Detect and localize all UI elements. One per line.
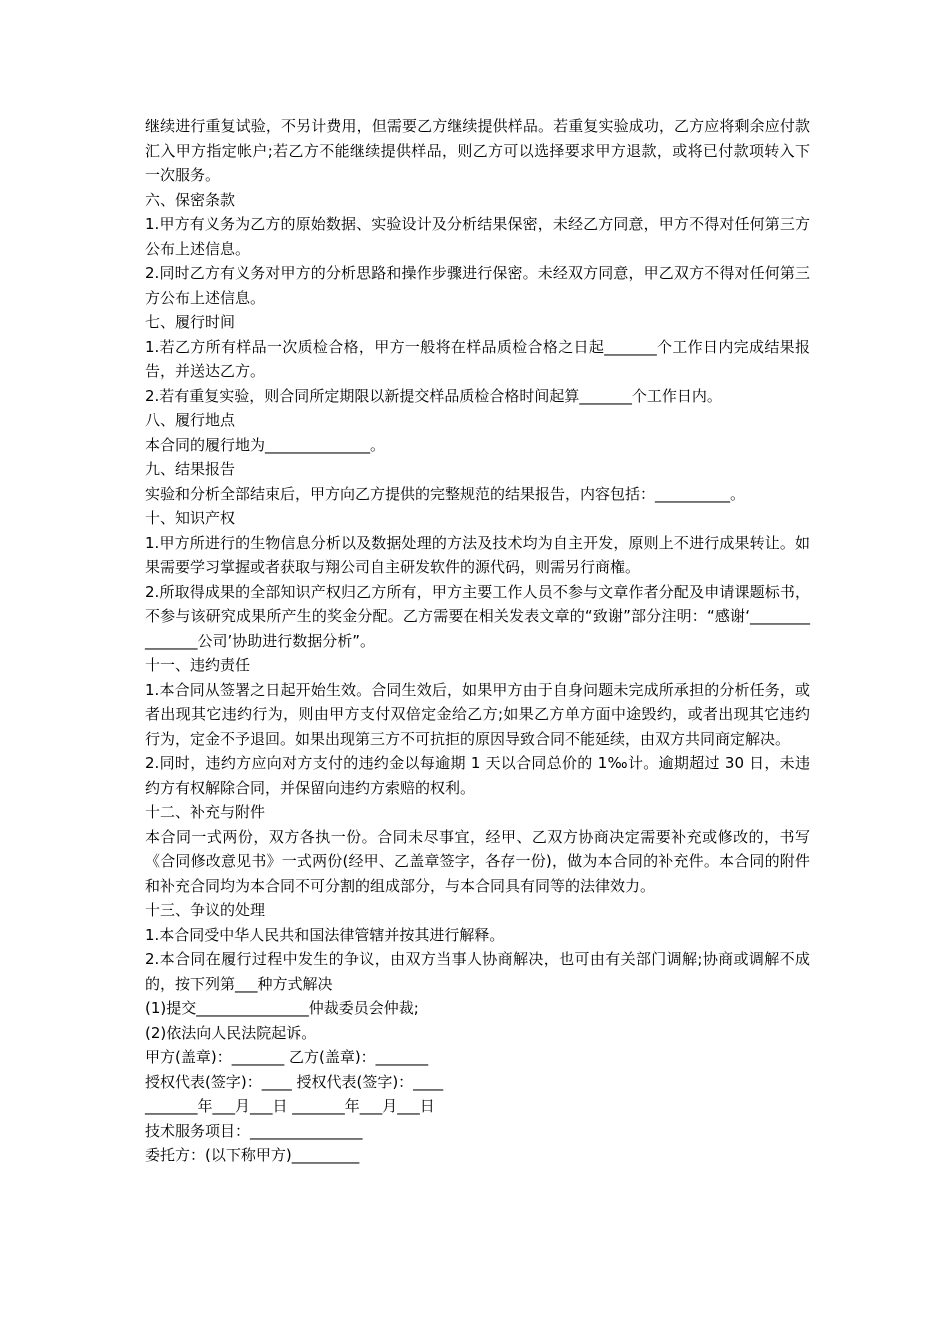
paragraph: 1.本合同从签署之日起开始生效。合同生效后，如果甲方由于自身问题未完成所承担的分析任务，或者出现其它违约行为，则由甲方支付双倍定金给乙方;如果乙方单方面中途毁约，或者出现其它违约行为，定金不予退回。如果出现第三方不可抗拒的原因导致合同不能延续，由双方共同商定解决。 xyxy=(145,680,810,748)
signature-line-date: _______年___月___日 _______年___月___日 xyxy=(145,1097,435,1115)
section-heading-dispute: 十三、争议的处理 xyxy=(145,901,266,919)
document-body xyxy=(145,114,810,1168)
paragraph: 1.本合同受中华人民共和国法律管辖并按其进行解释。 xyxy=(145,925,505,944)
paragraph: 本合同的履行地为______________。 xyxy=(145,435,386,454)
section-heading-performance-place: 八、履行地点 xyxy=(145,411,236,429)
paragraph-continuation: 继续进行重复试验，不另计费用，但需要乙方继续提供样品。若重复实验成功，乙方应将剩余应付款汇入甲方指定帐户;若乙方不能继续提供样品，则乙方可以选择要求甲方退款，或将已付款项转入下一次服务。 xyxy=(145,117,810,184)
section-heading-supplement: 十二、补充与附件 xyxy=(145,803,266,821)
field-service-project: 技术服务项目：_______________ xyxy=(145,1121,363,1140)
section-heading-confidentiality: 六、保密条款 xyxy=(145,190,236,209)
section-heading-breach: 十一、违约责任 xyxy=(145,656,251,674)
signature-line-representative: 授权代表(签字)：____ 授权代表(签字)：____ xyxy=(145,1072,444,1091)
paragraph: 1.甲方有义务为乙方的原始数据、实验设计及分析结果保密，未经乙方同意，甲方不得对任何第三方公布上述信息。 xyxy=(145,215,810,258)
paragraph: 1.若乙方所有样品一次质检合格，甲方一般将在样品质检合格之日起_______个工作日内完成结果报告，并送达乙方。 xyxy=(145,337,810,380)
paragraph: 2.同时乙方有义务对甲方的分析思路和操作步骤进行保密。未经双方同意，甲乙双方不得对任何第三方公布上述信息。 xyxy=(145,264,810,307)
paragraph: (1)提交_______________仲裁委员会仲裁; xyxy=(145,999,419,1017)
paragraph: 2.同时，违约方应向对方支付的违约金以每逾期 1 天以合同总价的 1‰计。逾期超过 30 日，未违约方有权解除合同，并保留向违约方索赔的权利。 xyxy=(145,754,810,797)
section-heading-ip: 十、知识产权 xyxy=(145,509,236,527)
section-heading-performance-time: 七、履行时间 xyxy=(145,313,236,331)
paragraph: 2.若有重复实验，则合同所定期限以新提交样品质检合格时间起算_______个工作日内。 xyxy=(145,386,722,405)
paragraph: 实验和分析全部结束后，甲方向乙方提供的完整规范的结果报告，内容包括：__________。 xyxy=(145,484,746,503)
paragraph: 2.本合同在履行过程中发生的争议，由双方当事人协商解决，也可由有关部门调解;协商或调解不成的，按下列第___种方式解决 xyxy=(145,950,810,993)
paragraph: 2.所取得成果的全部知识产权归乙方所有，甲方主要工作人员不参与文章作者分配及申请课题标书，不参与该研究成果所产生的奖金分配。乙方需要在相关发表文章的“致谢”部分注明：“感谢‘_______________公司’协助进行数据分析”。 xyxy=(145,582,810,650)
paragraph: (2)依法向人民法院起诉。 xyxy=(145,1023,317,1042)
paragraph: 本合同一式两份，双方各执一份。合同未尽事宜，经甲、乙双方协商决定需要补充或修改的，书写《合同修改意见书》一式两份(经甲、乙盖章签字，各存一份)，做为本合同的补充件。本合同的附件和补充合同均为本合同不可分割的组成部分，与本合同具有同等的法律效力。 xyxy=(145,827,810,895)
field-client: 委托方：(以下称甲方)_________ xyxy=(145,1146,360,1164)
section-heading-result-report: 九、结果报告 xyxy=(145,460,236,478)
signature-line-seal: 甲方(盖章)：_______ 乙方(盖章)：_______ xyxy=(145,1048,429,1066)
paragraph: 1.甲方所进行的生物信息分析以及数据处理的方法及技术均为自主开发，原则上不进行成果转让。如果需要学习掌握或者获取与翔公司自主研发软件的源代码，则需另行商権。 xyxy=(145,533,810,576)
